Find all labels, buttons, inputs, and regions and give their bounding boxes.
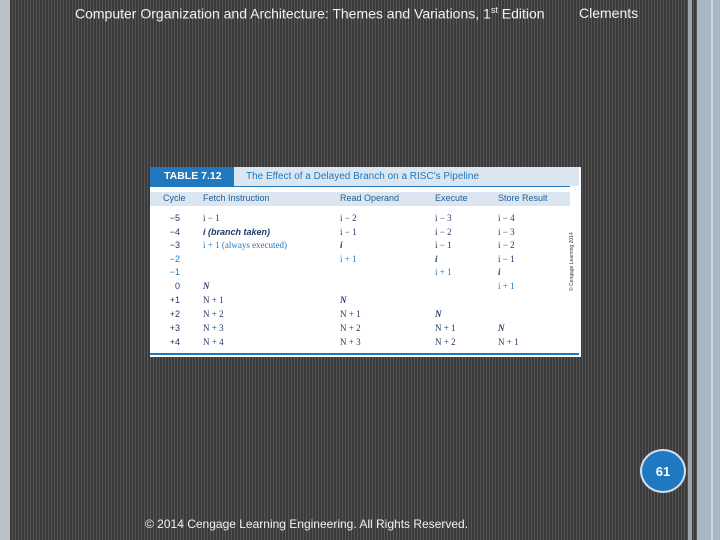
- store-cell: i − 1: [498, 254, 515, 264]
- store-cell: i − 2: [498, 240, 515, 250]
- execute-cell: i − 2: [435, 227, 452, 237]
- store-cell: i: [498, 267, 501, 277]
- store-cell: i − 4: [498, 213, 515, 223]
- cycle-cell: 0: [174, 281, 180, 291]
- store-cell: N + 1: [498, 337, 519, 347]
- cycle-cell: −2: [169, 254, 180, 264]
- execute-cell: N: [435, 309, 442, 319]
- cycle-cell: +4: [169, 337, 180, 347]
- left-border: [0, 0, 10, 540]
- slide-header-title: [75, 5, 545, 22]
- header-title-superscript: st: [490, 5, 498, 15]
- fetch-cell-branch: i (branch taken): [203, 227, 271, 237]
- page-number: 61: [655, 463, 671, 479]
- read-cell: i − 2: [340, 213, 357, 223]
- store-cell: i − 3: [498, 227, 515, 237]
- page-number-badge: [640, 449, 686, 493]
- fetch-cell: i − 1: [203, 213, 220, 223]
- read-cell: N + 2: [340, 323, 361, 333]
- table-credit: © Cengage Learning 2014: [569, 232, 575, 291]
- execute-cell: N + 2: [435, 337, 456, 347]
- fetch-cell: N: [203, 281, 210, 291]
- cycle-cell: −3: [169, 240, 180, 250]
- cycle-cell: −1: [169, 267, 180, 277]
- execute-cell: i − 3: [435, 213, 452, 223]
- column-header-store: Store Result: [498, 193, 548, 203]
- execute-cell: N + 1: [435, 323, 456, 333]
- read-cell: N + 1: [340, 309, 361, 319]
- table-figure: [150, 167, 581, 357]
- table-title-rule: [150, 186, 570, 187]
- cycle-cell: −4: [169, 227, 180, 237]
- fetch-cell-delay-slot: i + 1 (always executed): [203, 240, 288, 250]
- header-title-edition: Edition: [497, 5, 545, 22]
- read-cell: N: [340, 295, 347, 305]
- column-header-cycle: Cycle: [163, 193, 186, 203]
- copyright-footer: © 2014 Cengage Learning Engineering. All Rights Reserved.: [145, 517, 469, 531]
- read-cell: i + 1: [340, 254, 357, 264]
- fetch-cell: N + 4: [203, 337, 224, 347]
- read-cell: N + 3: [340, 337, 361, 347]
- store-cell: N: [498, 323, 505, 333]
- store-cell: i + 1: [498, 281, 515, 291]
- right-border-highlight: [711, 0, 713, 540]
- right-border-stripe: [688, 0, 692, 540]
- execute-cell: i − 1: [435, 240, 452, 250]
- table-bottom-rule: [150, 353, 579, 355]
- read-cell: i − 1: [340, 227, 357, 237]
- column-header-execute: Execute: [435, 193, 468, 203]
- right-border-band: [697, 0, 720, 540]
- execute-cell: i + 1: [435, 267, 452, 277]
- cycle-cell: +3: [169, 323, 180, 333]
- cycle-cell: +2: [169, 309, 180, 319]
- execute-cell: i: [435, 254, 438, 264]
- fetch-cell: N + 1: [203, 295, 224, 305]
- table-label: TABLE 7.12: [150, 167, 234, 186]
- slide-header-author: Clements: [579, 5, 639, 21]
- cycle-cell: −5: [169, 213, 180, 223]
- header-title-text: Computer Organization and Architecture: Themes and Variations, 1: [75, 5, 491, 22]
- column-header-read: Read Operand: [340, 193, 400, 203]
- read-cell: i: [340, 240, 343, 250]
- fetch-cell: N + 2: [203, 309, 224, 319]
- table-title: The Effect of a Delayed Branch on a RISC's Pipeline: [246, 171, 479, 182]
- fetch-cell: N + 3: [203, 323, 224, 333]
- column-header-fetch: Fetch Instruction: [203, 193, 270, 203]
- cycle-cell: +1: [169, 295, 180, 305]
